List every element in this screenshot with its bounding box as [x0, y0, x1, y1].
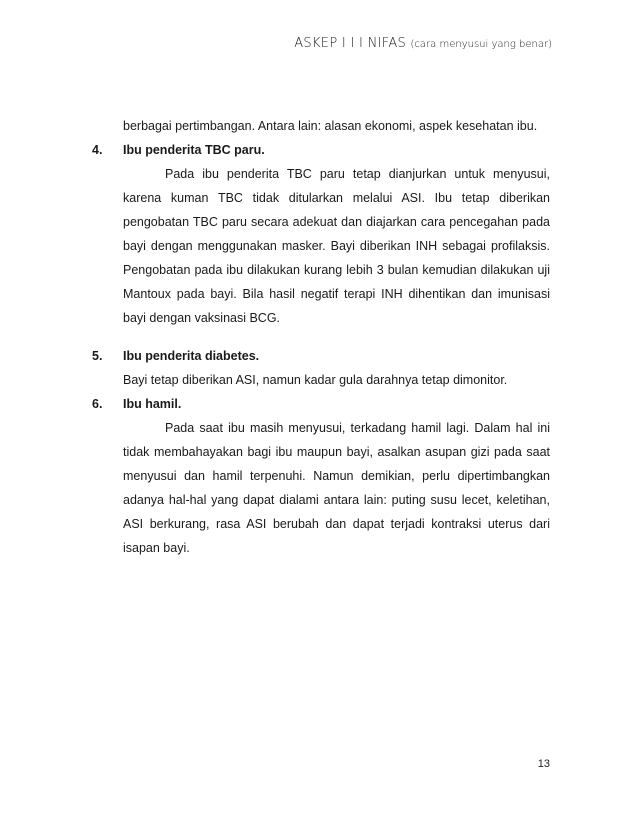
section-paragraph-tbc: Pada ibu penderita TBC paru tetap dianjurkan untuk menyusui, karena kuman TBC tidak ditularkan melalui ASI. Ibu tetap diberikan pengobatan TBC paru secara adekuat dan diajarkan cara pencegahan pada bayi dengan menggunakan masker. Bayi diberikan INH sebagai profilaksis. Pengobatan pada ibu dilakukan kurang lebih 3 bulan kemudian dilakukan uji Mantoux pada bayi. Bila hasil negatif terapi INH dihentikan dan imunisasi bayi dengan vaksinasi BCG.	[123, 167, 550, 325]
section-number: 6.	[92, 397, 103, 411]
section-heading-hamil	[88, 392, 550, 416]
section-title: Ibu hamil.	[123, 397, 182, 411]
section-paragraph-diabetes: Bayi tetap diberikan ASI, namun kadar gula darahnya tetap dimonitor.	[123, 373, 508, 387]
section-number: 5.	[92, 349, 103, 363]
running-header	[294, 36, 552, 51]
intro-paragraph: berbagai pertimbangan. Antara lain: alasan ekonomi, aspek kesehatan ibu.	[123, 119, 538, 133]
section-spacer	[88, 330, 550, 344]
section-number: 4.	[92, 143, 103, 157]
section-paragraph-hamil: Pada saat ibu masih menyusui, terkadang hamil lagi. Dalam hal ini tidak membahayakan bagi ibu maupun bayi, asalkan asupan gizi pada saat menyusui dan hamil terpenuhi. Namun demikian, perlu dipertimbangkan adanya hal-hal yang dapat dialami antara lain: puting susu lecet, keletihan, ASI berkurang, rasa ASI berubah dan dapat terjadi kontraksi uterus dari isapan bayi.	[123, 421, 550, 555]
body-content	[88, 114, 550, 560]
header-title: ASKEP I I I NIFAS	[294, 36, 407, 51]
page-number: 13	[537, 758, 550, 770]
section-title: Ibu penderita TBC paru.	[123, 143, 265, 157]
section-heading-tbc	[88, 138, 550, 162]
section-title: Ibu penderita diabetes.	[123, 349, 260, 363]
header-subtitle: (cara menyusui yang benar)	[410, 39, 552, 50]
section-heading-diabetes	[88, 344, 550, 368]
